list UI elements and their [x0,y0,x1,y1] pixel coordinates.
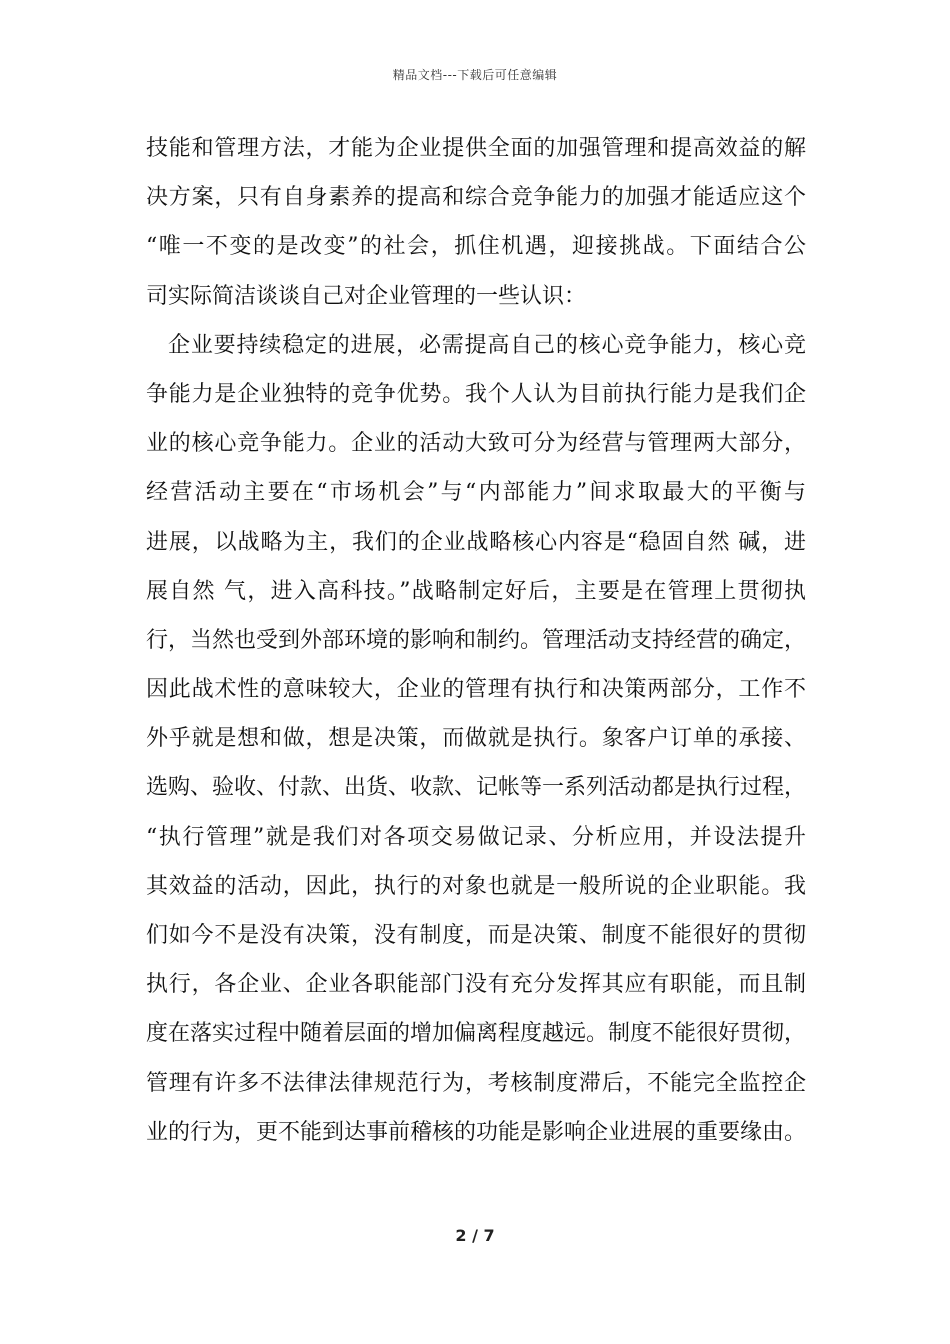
document-body [146,124,806,1157]
text-line: 选购、验收、付款、出货、收款、记帐等一系列活动都是执行过程， [146,775,807,801]
text-line: 争能力是企业独特的竞争优势。我个人认为目前执行能力是我们企 [146,381,806,407]
text-line: “唯一不变的是改变”的社会，抓住机遇，迎接挑战。下面结合公 [146,234,806,260]
text-line: 司实际简洁谈谈自己对企业管理的一些认识： [146,283,587,309]
text-line: 度在落实过程中随着层面的增加偏离程度越远。制度不能很好贯彻， [146,1021,807,1047]
text-line: 企业要持续稳定的进展，必需提高自己的核心竞争能力，核心竞 [168,332,806,358]
text-line: 因此战术性的意味较大，企业的管理有执行和决策两部分，工作不 [146,677,806,703]
text-line: 行，当然也受到外部环境的影响和制约。管理活动支持经营的确定， [146,627,807,653]
text-line: 决方案，只有自身素养的提高和综合竞争能力的加强才能适应这个 [146,185,806,211]
text-line: 其效益的活动，因此，执行的对象也就是一般所说的企业职能。我 [146,873,806,899]
text-line: 业的核心竞争能力。企业的活动大致可分为经营与管理两大部分， [146,431,806,457]
text-line: 进展，以战略为主，我们的企业战略核心内容是“稳固自然 碱，进 [146,529,806,555]
text-line: 执行，各企业、企业各职能部门没有充分发挥其应有职能，而且制 [146,972,806,998]
text-line: 展自然 气，进入高科技。”战略制定好后，主要是在管理上贯彻执 [146,578,806,604]
page-header: 精品文档---下载后可任意编辑 [392,68,558,82]
text-line: 经营活动主要在“市场机会”与“内部能力”间求取最大的平衡与 [146,480,806,506]
text-line: 们如今不是没有决策，没有制度，而是决策、制度不能很好的贯彻 [146,923,806,948]
text-line: 管理有许多不法律法律规范行为，考核制度滞后，不能完全监控企 [146,1070,806,1096]
text-line: 技能和管理方法，才能为企业提供全面的加强管理和提高效益的解 [146,136,806,161]
text-line: 外乎就是想和做，想是决策，而做就是执行。象客户订单的承接、 [146,726,806,752]
text-line: 业的行为，更不能到达事前稽核的功能是影响企业进展的重要缘由。 [146,1119,807,1145]
text-line: “执行管理”就是我们对各项交易做记录、分析应用，并设法提升 [146,824,806,850]
page-number: 2 / 7 [455,1226,495,1245]
